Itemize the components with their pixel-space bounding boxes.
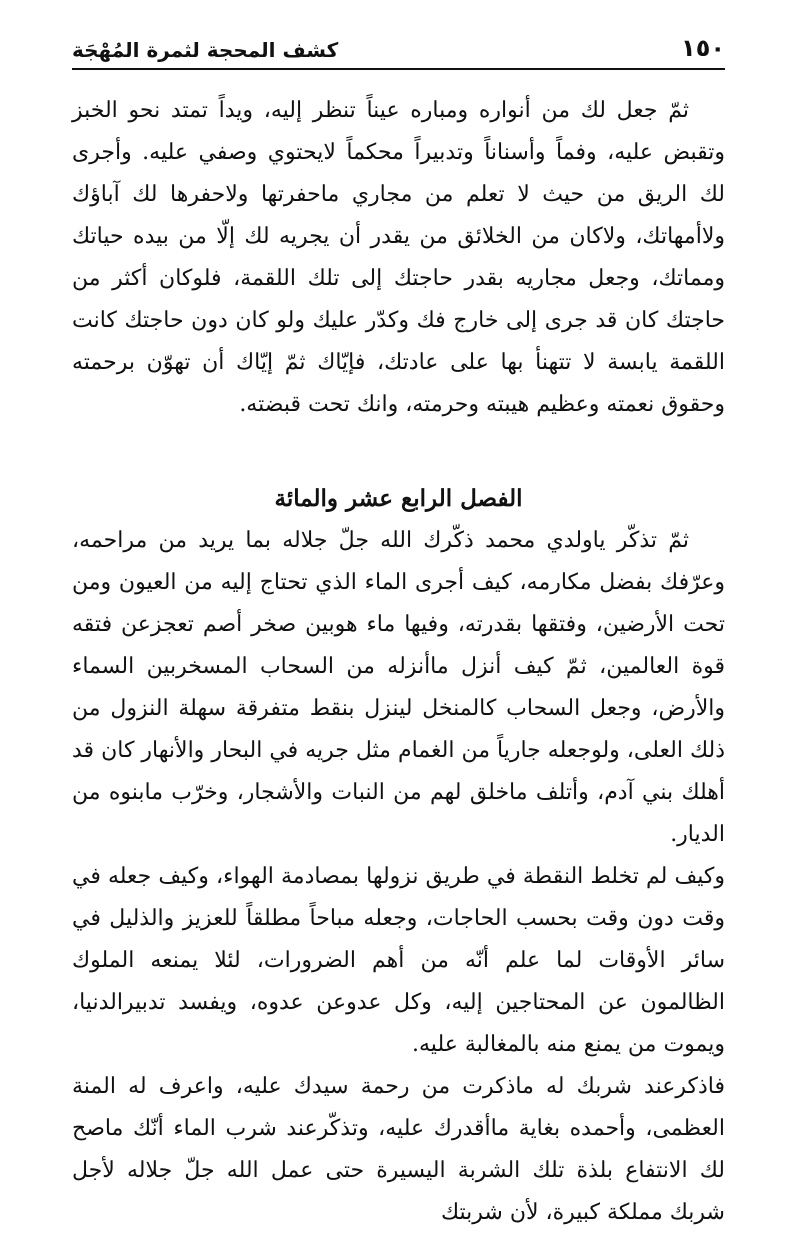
body-paragraph: فاذكرعند شربك له ماذكرت من رحمة سيدك عليه، واعرف له المنة العظمى، وأحمده بغاية ماأقدرك عليه، وتذكّرعند شرب الماء أنّك ماصح لك الانتفاع بلذة تلك الشربة اليسيرة حتى عمل الله جلّ جلاله لأجل شربك مملكة كبيرة، لأن شربتك [72, 1074, 725, 1225]
header-rule [72, 68, 725, 70]
page-number: ١٥٠ [681, 34, 725, 62]
chapter-heading: الفصل الرابع عشر والمائة [274, 485, 523, 512]
body-paragraph: ثمّ جعل لك من أنواره ومباره عيناً تنظر إليه، ويداً تمتد نحو الخبز وتقبض عليه، وفماً وأسناناً وتدبيراً محكماً لايحتوي وصفي عليه. وأجرى لك الريق من حيث لا تعلم من مجاري ماحفرتها ولاحفرها لك آباؤك ولاأمهاتك، ولاكان من الخلائق من يقدر أن يجريه لك إلّا من بيده حياتك ومماتك، وجعل مجاريه بقدر حاجتك إلى تلك اللقمة، فلوكان أكثر من حاجتك كان قد جرى إلى خارج فك وكدّر عليك ولو كان دون حاجتك كانت اللقمة يابسة لا تتهنأ بها على عادتك، فإيّاك ثمّ إيّاك أن تهوّن برحمته وحقوق نعمته وعظيم هيبته وحرمته، وانك تحت قبضته. [72, 98, 725, 417]
running-header [72, 28, 725, 62]
running-title: كشف المحجة لثمرة المُهْجَة [72, 38, 339, 62]
body-paragraph: وكيف لم تخلط النقطة في طريق نزولها بمصادمة الهواء، وكيف جعله في وقت دون وقت بحسب الحاجات، وجعله مباحاً مطلقاً للعزيز والذليل في سائر الأوقات لما علم أنّه من أهم الضرورات، لئلا يمنعه الملوك الظالمون عن المحتاجين إليه، وكل عدوعن عدوه، ويفسد تدبيرالدنيا، ويموت من يمنع منه بالمغالبة عليه. [72, 864, 725, 1057]
body-paragraph: ثمّ تذكّر ياولدي محمد ذكّرك الله جلّ جلاله بما يريد من مراحمه، وعرّفك بفضل مكارمه، كيف أجرى الماء الذي تحتاج إليه من العيون ومن تحت الأرضين، وفتقها بقدرته، وفيها ماء هوبين صخر أصم تعجزعن فتقه قوة العالمين، ثمّ كيف أنزل ماأنزله من السحاب المسخربين السماء والأرض، وجعل السحاب كالمنخل لينزل بنقط متفرقة سهلة النزول من ذلك العلى، ولوجعله جارياً من الغمام مثل جريه في البحار والأنهار كان قد أهلك بني آدم، وأتلف ماخلق لهم من النبات والأشجار، وخرّب مابنوه من الديار. [72, 528, 725, 847]
